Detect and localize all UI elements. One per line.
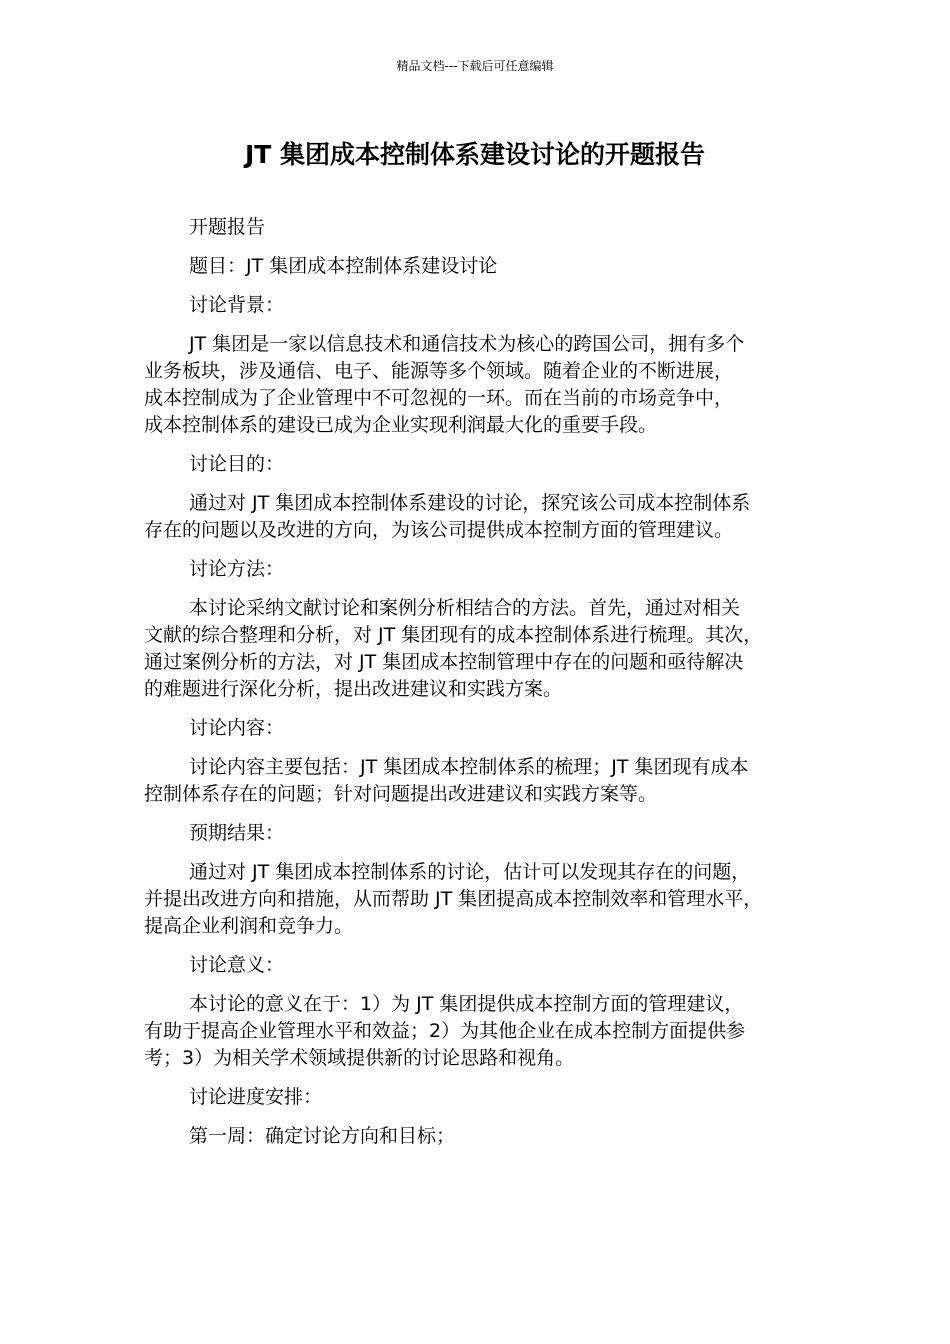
- heading-significance: 讨论意义：: [189, 954, 285, 976]
- page-header-note: 精品文档---下载后可任意编辑: [396, 59, 554, 73]
- heading-purpose: 讨论目的：: [189, 453, 285, 475]
- paragraph-purpose: 通过对 JT 集团成本控制体系建设的讨论，探究该公司成本控制体系 存在的问题以及改进的方向，为该公司提供成本控制方面的管理建议。: [144, 492, 751, 541]
- document-body: [144, 214, 809, 1162]
- heading-schedule: 讨论进度安排：: [189, 1086, 323, 1108]
- paragraph-content: 讨论内容主要包括：JT 集团成本控制体系的梳理；JT 集团现有成本 控制体系存在的问题；针对问题提出改进建议和实践方案等。: [144, 756, 749, 805]
- heading-method: 讨论方法：: [189, 558, 285, 580]
- paragraph-expected-results: 通过对 JT 集团成本控制体系的讨论，估计可以发现其存在的问题， 并提出改进方向和措施，从而帮助 JT 集团提高成本控制效率和管理水平， 提高企业利润和竞争力。: [144, 861, 763, 937]
- paragraph-schedule-week-1: 第一周：确定讨论方向和目标；: [189, 1125, 456, 1147]
- paragraph-report-label: 开题报告: [189, 216, 266, 238]
- heading-background: 讨论背景：: [189, 294, 285, 316]
- document-title: JT 集团成本控制体系建设讨论的开题报告: [244, 140, 706, 169]
- paragraph-background: JT 集团是一家以信息技术和通信技术为核心的跨国公司，拥有多个 业务板块，涉及通信、电子、能源等多个领域。随着企业的不断进展， 成本控制成为了企业管理中不可忽视的一环。而在当前的市场竞争中， 成本控制体系的建设已成为企业实现利润最大化的重要手段。: [144, 333, 745, 436]
- paragraph-topic: 题目：JT 集团成本控制体系建设讨论: [189, 255, 498, 277]
- heading-content: 讨论内容：: [189, 717, 285, 739]
- heading-expected-results: 预期结果：: [189, 822, 285, 844]
- paragraph-method: 本讨论采纳文献讨论和案例分析相结合的方法。首先，通过对相关 文献的综合整理和分析，对 JT 集团现有的成本控制体系进行梳理。其次， 通过案例分析的方法，对 JT 集团成本控制管理中存在的问题和亟待解决 的难题进行深化分析，提出改进建议和实践方案。: [144, 597, 763, 700]
- paragraph-significance: 本讨论的意义在于：1）为 JT 集团提供成本控制方面的管理建议， 有助于提高企业管理水平和效益；2）为其他企业在成本控制方面提供参 考；3）为相关学术领域提供新的讨论思路和视角。: [144, 993, 746, 1069]
